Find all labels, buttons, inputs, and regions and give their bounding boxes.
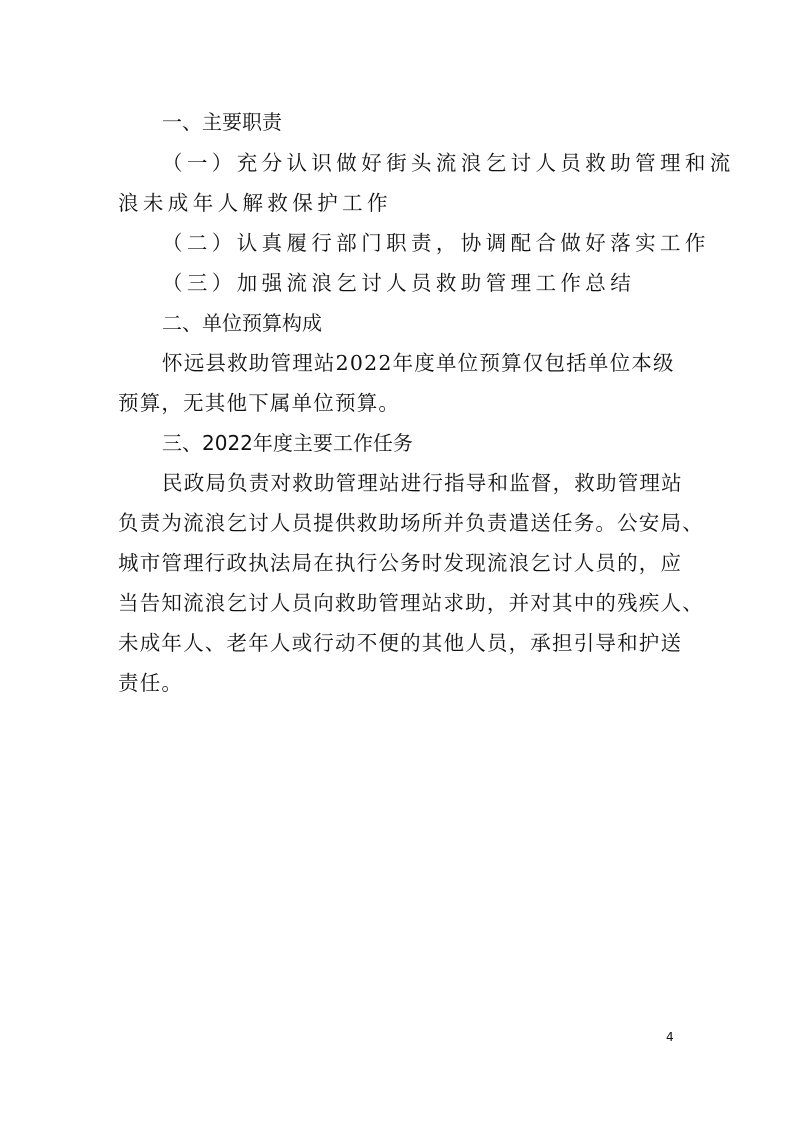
heading-main-tasks: 三、2022年度主要工作任务 <box>162 431 413 455</box>
heading-main-duties: 一、主要职责 <box>162 110 282 134</box>
duty-item-3: （三）加强流浪乞讨人员救助管理工作总结 <box>162 271 636 295</box>
tasks-paragraph-line: 民政局负责对救助管理站进行指导和监督，救助管理站 <box>162 471 683 495</box>
page-number: 4 <box>666 1030 674 1044</box>
duty-item-1-line-1: （一）充分认识做好街头流浪乞讨人员救助管理和流 <box>162 151 735 175</box>
tasks-paragraph-line: 当告知流浪乞讨人员向救助管理站求助，并对其中的残疾人、 <box>118 591 704 615</box>
budget-paragraph-line-1: 怀远县救助管理站2022年度单位预算仅包括单位本级 <box>162 351 675 375</box>
tasks-paragraph-line: 负责为流浪乞讨人员提供救助场所并负责遣送任务。公安局、 <box>118 511 704 535</box>
heading-budget-composition: 二、单位预算构成 <box>162 311 322 335</box>
duty-item-2: （二）认真履行部门职责，协调配合做好落实工作 <box>162 231 710 255</box>
budget-paragraph-line-2: 预算，无其他下属单位预算。 <box>118 391 401 415</box>
tasks-paragraph-line: 未成年人、老年人或行动不便的其他人员，承担引导和护送 <box>118 631 683 655</box>
duty-item-1-line-2: 浪未成年人解救保护工作 <box>118 191 392 215</box>
tasks-paragraph-line: 责任。 <box>118 671 184 695</box>
tasks-paragraph-line: 城市管理行政执法局在执行公务时发现流浪乞讨人员的，应 <box>118 551 683 575</box>
